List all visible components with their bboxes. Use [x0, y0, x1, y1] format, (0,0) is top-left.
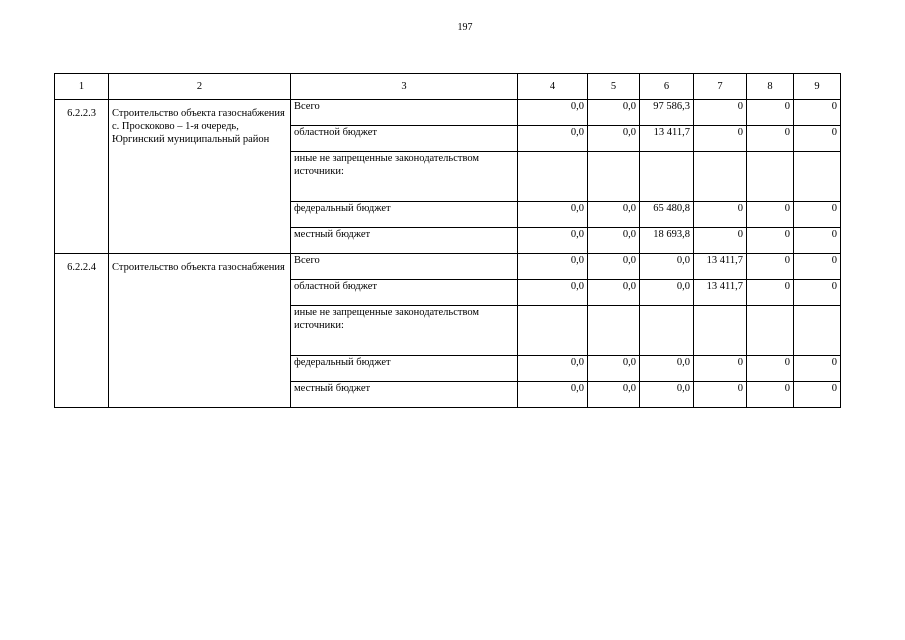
budget-table — [54, 73, 841, 408]
value-cell: 13 411,7 — [640, 126, 694, 152]
item-name: Строительство объекта газоснабжения — [109, 254, 291, 408]
value-cell: 0 — [747, 254, 794, 280]
value-cell — [747, 306, 794, 356]
value-cell: 0 — [794, 100, 841, 126]
value-cell — [588, 306, 640, 356]
value-cell: 0,0 — [588, 356, 640, 382]
value-cell: 0 — [694, 356, 747, 382]
value-cell: 0 — [747, 382, 794, 408]
value-cell: 0,0 — [518, 254, 588, 280]
funding-source-label: местный бюджет — [291, 228, 518, 254]
column-number: 9 — [794, 74, 841, 100]
value-cell: 0 — [794, 228, 841, 254]
value-cell — [747, 152, 794, 202]
value-cell: 0,0 — [518, 280, 588, 306]
value-cell: 0,0 — [588, 280, 640, 306]
value-cell: 0 — [694, 126, 747, 152]
value-cell: 0,0 — [518, 356, 588, 382]
value-cell: 0,0 — [588, 254, 640, 280]
item-code: 6.2.2.4 — [55, 254, 109, 408]
column-number: 7 — [694, 74, 747, 100]
funding-source-label: Всего — [291, 254, 518, 280]
column-number: 4 — [518, 74, 588, 100]
value-cell: 0 — [694, 382, 747, 408]
column-number: 6 — [640, 74, 694, 100]
value-cell: 18 693,8 — [640, 228, 694, 254]
column-number: 3 — [291, 74, 518, 100]
funding-source-label: иные не запрещенные законодательством источники: — [291, 306, 518, 356]
value-cell: 0 — [794, 382, 841, 408]
value-cell — [518, 152, 588, 202]
value-cell: 0 — [747, 100, 794, 126]
item-name: Строительство объекта газоснабжения с. Проскоково – 1-я очередь, Юргинский муниципальный район — [109, 100, 291, 254]
value-cell: 0,0 — [588, 202, 640, 228]
value-cell: 0,0 — [640, 280, 694, 306]
column-number: 2 — [109, 74, 291, 100]
funding-source-label: областной бюджет — [291, 280, 518, 306]
value-cell: 0 — [794, 202, 841, 228]
column-number: 5 — [588, 74, 640, 100]
value-cell — [518, 306, 588, 356]
page-number: 197 — [457, 22, 473, 33]
value-cell: 0,0 — [518, 202, 588, 228]
funding-source-label: федеральный бюджет — [291, 202, 518, 228]
value-cell: 0,0 — [518, 382, 588, 408]
value-cell — [694, 152, 747, 202]
value-cell: 0 — [694, 100, 747, 126]
table-row — [55, 254, 841, 280]
value-cell: 97 586,3 — [640, 100, 694, 126]
value-cell: 0,0 — [518, 126, 588, 152]
funding-source-label: Всего — [291, 100, 518, 126]
value-cell: 0,0 — [518, 228, 588, 254]
value-cell: 0 — [694, 228, 747, 254]
column-number-row — [55, 74, 841, 100]
value-cell: 0,0 — [588, 382, 640, 408]
value-cell — [640, 152, 694, 202]
value-cell: 0,0 — [588, 228, 640, 254]
value-cell — [640, 306, 694, 356]
value-cell: 0,0 — [640, 382, 694, 408]
funding-source-label: федеральный бюджет — [291, 356, 518, 382]
value-cell: 0 — [747, 202, 794, 228]
value-cell — [694, 306, 747, 356]
value-cell: 0,0 — [640, 356, 694, 382]
table-body — [55, 100, 841, 408]
value-cell — [794, 306, 841, 356]
value-cell: 0 — [694, 202, 747, 228]
column-number: 8 — [747, 74, 794, 100]
item-code: 6.2.2.3 — [55, 100, 109, 254]
funding-source-label: местный бюджет — [291, 382, 518, 408]
table-row — [55, 100, 841, 126]
value-cell: 0,0 — [588, 100, 640, 126]
value-cell: 0 — [794, 254, 841, 280]
value-cell: 0 — [747, 280, 794, 306]
value-cell: 0 — [794, 126, 841, 152]
value-cell: 13 411,7 — [694, 280, 747, 306]
value-cell: 0 — [747, 126, 794, 152]
value-cell: 0,0 — [640, 254, 694, 280]
value-cell: 65 480,8 — [640, 202, 694, 228]
column-number: 1 — [55, 74, 109, 100]
value-cell — [588, 152, 640, 202]
funding-source-label: областной бюджет — [291, 126, 518, 152]
value-cell: 13 411,7 — [694, 254, 747, 280]
value-cell — [794, 152, 841, 202]
value-cell: 0 — [747, 356, 794, 382]
value-cell: 0,0 — [588, 126, 640, 152]
value-cell: 0 — [794, 356, 841, 382]
value-cell: 0 — [794, 280, 841, 306]
funding-source-label: иные не запрещенные законодательством источники: — [291, 152, 518, 202]
value-cell: 0,0 — [518, 100, 588, 126]
value-cell: 0 — [747, 228, 794, 254]
